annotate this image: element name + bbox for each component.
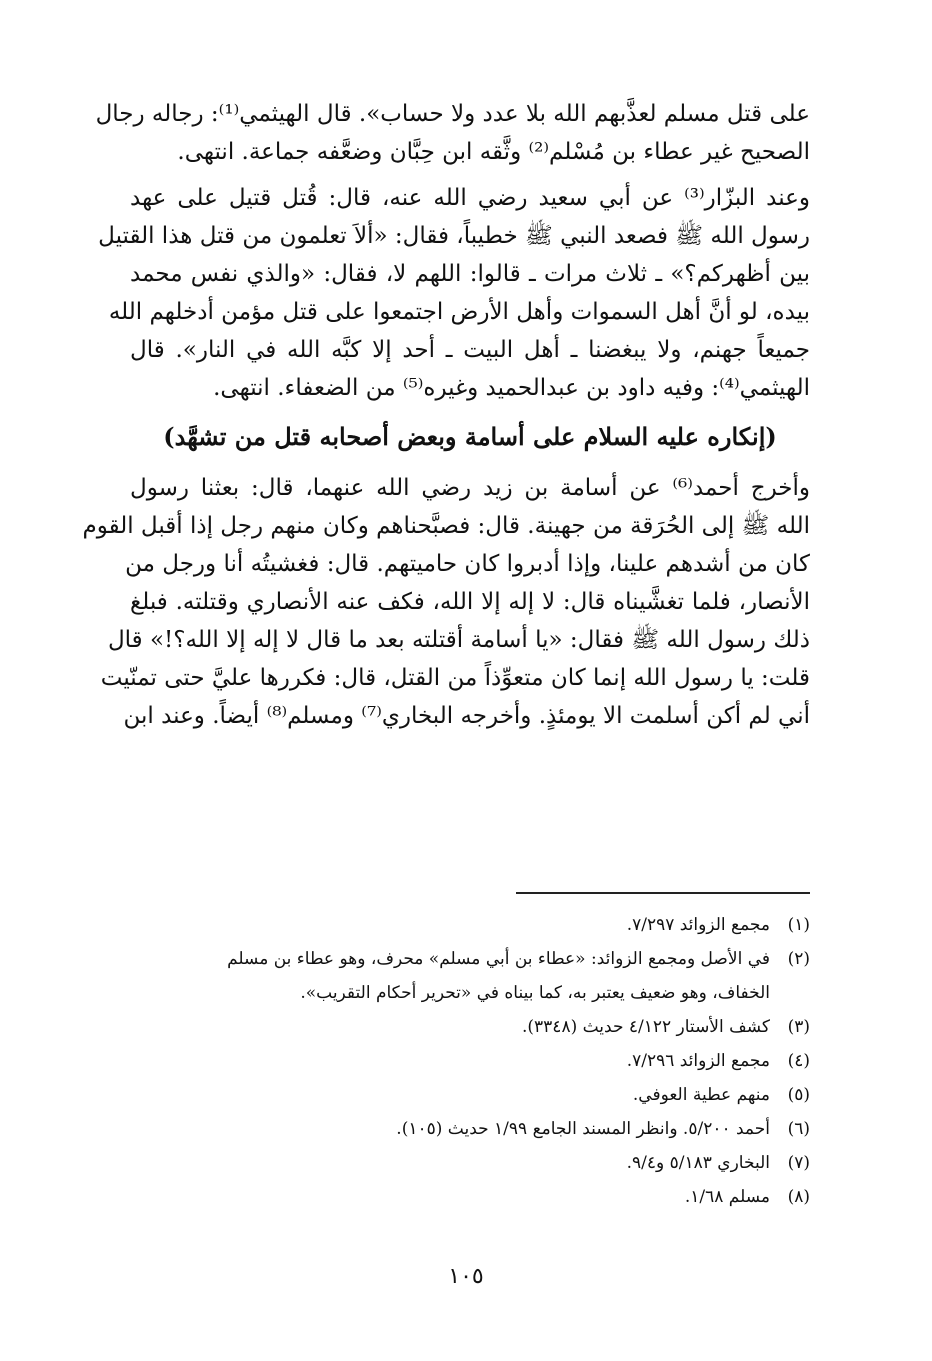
- footnote-number: (٨): [787, 1187, 810, 1207]
- text-line: بين أظهركم؟» ـ ثلاث مرات ـ قالوا: اللهم لا، فقال: «والذي نفس محمد: [130, 261, 810, 287]
- text-line: الهيثمي⁽⁴⁾: وفيه داود بن عبدالحميد وغيره⁽⁵⁾ من الضعفاء. انتهى.: [213, 375, 810, 401]
- footnote-text: مجمع الزوائد ٧/٢٩٦.: [626, 1051, 770, 1071]
- text-line: ذلك رسول الله ﷺ فقال: «يا أسامة أقتلته بعد ما قال لا إله إلا الله؟!» قال: [107, 627, 810, 653]
- footnote-number: (٣): [787, 1017, 810, 1037]
- text-line: رسول الله ﷺ فصعد النبي ﷺ خطيباً، فقال: «ألاَ تعلمون من قتل هذا القتيل: [98, 223, 810, 249]
- text-line: الأنصار، فلما تغشَّيناه قال: لا إله إلا الله، فكف عنه الأنصاري وقتلته. فبلغ: [130, 589, 810, 615]
- text-line: وعند البزّار⁽³⁾ عن أبي سعيد رضي الله عنه، قال: قُتل قتيل على عهد: [130, 185, 810, 211]
- footnote-number: (٧): [787, 1153, 810, 1173]
- footnote-item: [130, 1180, 810, 1214]
- text-line: قلت: يا رسول الله إنما كان متعوِّذاً من القتل، قال: فكررها عليَّ حتى تمنّيت: [100, 665, 810, 691]
- footnote-text: مجمع الزوائد ٧/٢٩٧.: [626, 915, 770, 935]
- text-line: على قتل مسلم لعذَّبهم الله بلا عدد ولا حساب». قال الهيثمي⁽¹⁾: رجاله رجال: [95, 101, 810, 127]
- footnotes: [130, 908, 810, 1214]
- footnote-number: (٥): [787, 1085, 810, 1105]
- footnote-item: [130, 1112, 810, 1146]
- footnote-number: (١): [787, 915, 810, 935]
- footnote-item: [130, 942, 810, 1010]
- footnote-divider: [516, 892, 810, 894]
- footnote-line: في الأصل ومجمع الزوائد: «عطاء بن أبي مسلم» محرف، وهو عطاء بن مسلم: [227, 949, 770, 969]
- footnote-text: [130, 942, 770, 1010]
- footnote-text: أحمد ٥/٢٠٠. وانظر المسند الجامع ١/٩٩ حديث (١٠٥).: [396, 1119, 770, 1139]
- footnote-item: [130, 1010, 810, 1044]
- footnote-number: (٢): [787, 949, 810, 969]
- section-heading: (إنكاره عليه السلام على أسامة وبعض أصحابه قتل من تشهَّد): [163, 422, 777, 451]
- footnote-text: البخاري ٥/١٨٣ و٩/٤.: [626, 1153, 770, 1173]
- footnote-item: [130, 1146, 810, 1180]
- footnote-text: كشف الأستار ٤/١٢٢ حديث (٣٣٤٨).: [522, 1017, 770, 1037]
- text-line: أني لم أكن أسلمت الا يومئذٍ. وأخرجه البخاري⁽⁷⁾ ومسلم⁽⁸⁾ أيضاً. وعند ابن: [123, 703, 810, 729]
- text-line: كان من أشدهم علينا، وإذا أدبروا كان حاميتهم. قال: فغشيتُه أنا ورجل من: [125, 551, 810, 577]
- main-text: [82, 95, 810, 743]
- footnote-text: منهم عطية العوفي.: [632, 1085, 770, 1105]
- footnote-number: (٤): [787, 1051, 810, 1071]
- text-line: جميعاً جهنم، ولا يبغضنا ـ أهل البيت ـ أحد إلا كبَّه الله في النار». قال: [130, 337, 810, 363]
- page-number: ١٠٥: [448, 1264, 484, 1289]
- footnote-item: [130, 1044, 810, 1078]
- footnote-text: مسلم ١/٦٨.: [684, 1187, 770, 1207]
- paragraph-3: [82, 469, 810, 735]
- footnote-item: [130, 908, 810, 942]
- text-line: الصحيح غير عطاء بن مُسْلم⁽²⁾ وثَّقه ابن حِبَّان وضعَّفه جماعة. انتهى.: [177, 139, 810, 165]
- text-line: الله ﷺ إلى الحُرَقة من جهينة. قال: فصبَّحناهم وكان منهم رجل إذا أقبل القوم: [82, 513, 810, 539]
- footnote-line: الخفاف، وهو ضعيف يعتبر به، كما بيناه في «تحرير أحكام التقريب».: [300, 983, 770, 1003]
- paragraph-1: [95, 95, 810, 171]
- footnote-number: (٦): [787, 1119, 810, 1139]
- footnote-item: [130, 1078, 810, 1112]
- paragraph-2: [98, 179, 810, 407]
- text-line: بيده، لو أنَّ أهل السموات وأهل الأرض اجتمعوا على قتل مؤمن أدخلهم الله: [108, 299, 810, 325]
- text-line: وأخرج أحمد⁽⁶⁾ عن أسامة بن زيد رضي الله عنهما، قال: بعثنا رسول: [130, 475, 810, 501]
